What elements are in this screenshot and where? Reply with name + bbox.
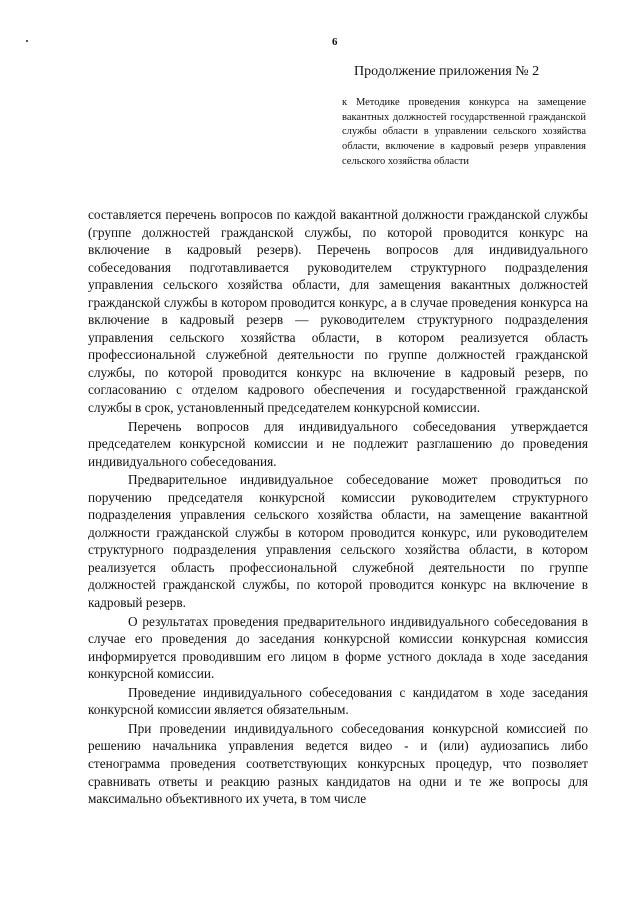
paragraph: Перечень вопросов для индивидуального собеседования утверждается председателем конкурсной комиссии и не подлежит разглашению до проведения индивидуального собеседования. bbox=[88, 418, 588, 469]
appendix-subtitle: к Методике проведения конкурса на замещение вакантных должностей государственной гражданской службы области в управлении сельского хозяйства области, включение в кадровый резерв управления сельского хозяйства области bbox=[342, 97, 586, 167]
page-number: 6 bbox=[332, 36, 338, 48]
paragraph: Предварительное индивидуальное собеседование может проводиться по поручению председателя конкурсной комиссии руководителем структурного подразделения управления сельского хозяйства области, на замещение вакантной должности гражданской службы в котором проводится конкурс, или руководителем структурного подразделения управления сельского хозяйства области, в котором реализуется область профессиональной служебной деятельности по группе должностей гражданской службы, по которой проводится конкурс на включение в кадровый резерв. bbox=[88, 472, 588, 611]
paragraph-continuation: составляется перечень вопросов по каждой вакантной должности гражданской службы (группе должностей гражданской службы, по которой проводится конкурс на включение в кадровый резерв). Перечень вопросов для индивидуального собеседования подготавливается руководителем структурного подразделения управления сельского хозяйства области, для замещения вакантных должностей гражданской службы в котором проводится конкурс, а в случае проведения конкурса на включение в кадровый резерв — руководителем структурного подразделения управления сельского хозяйства области, в котором реализуется область профессиональной служебной деятельности по группе должностей гражданской службы, по которой проводится конкурс на включение в кадровый резерв, по согласованию с отделом кадрового обеспечения и государственной гражданской службы в срок, установленный председателем конкурсной комиссии. bbox=[88, 207, 588, 416]
appendix-title: Продолжение приложения № 2 bbox=[354, 64, 540, 79]
scan-speck bbox=[26, 40, 28, 42]
paragraph: Проведение индивидуального собеседования с кандидатом в ходе заседания конкурсной комиссии является обязательным. bbox=[88, 684, 588, 718]
paragraph: О результатах проведения предварительного индивидуального собеседования в случае его проведения до заседания конкурсной комиссии конкурсная комиссия информируется проводившим его лицом в форме устного доклада в ходе заседания конкурсной комиссии. bbox=[88, 613, 588, 682]
paragraph: При проведении индивидуального собеседования конкурсной комиссией по решению начальника управления ведется видео - и (или) аудиозапись либо стенограмма проведения соответствующих конкурсных процедур, что позволяет сравнивать ответы и реакцию разных кандидатов на одни и те же вопросы для максимально объективного их учета, в том числе bbox=[88, 720, 588, 807]
body-text bbox=[88, 206, 588, 809]
